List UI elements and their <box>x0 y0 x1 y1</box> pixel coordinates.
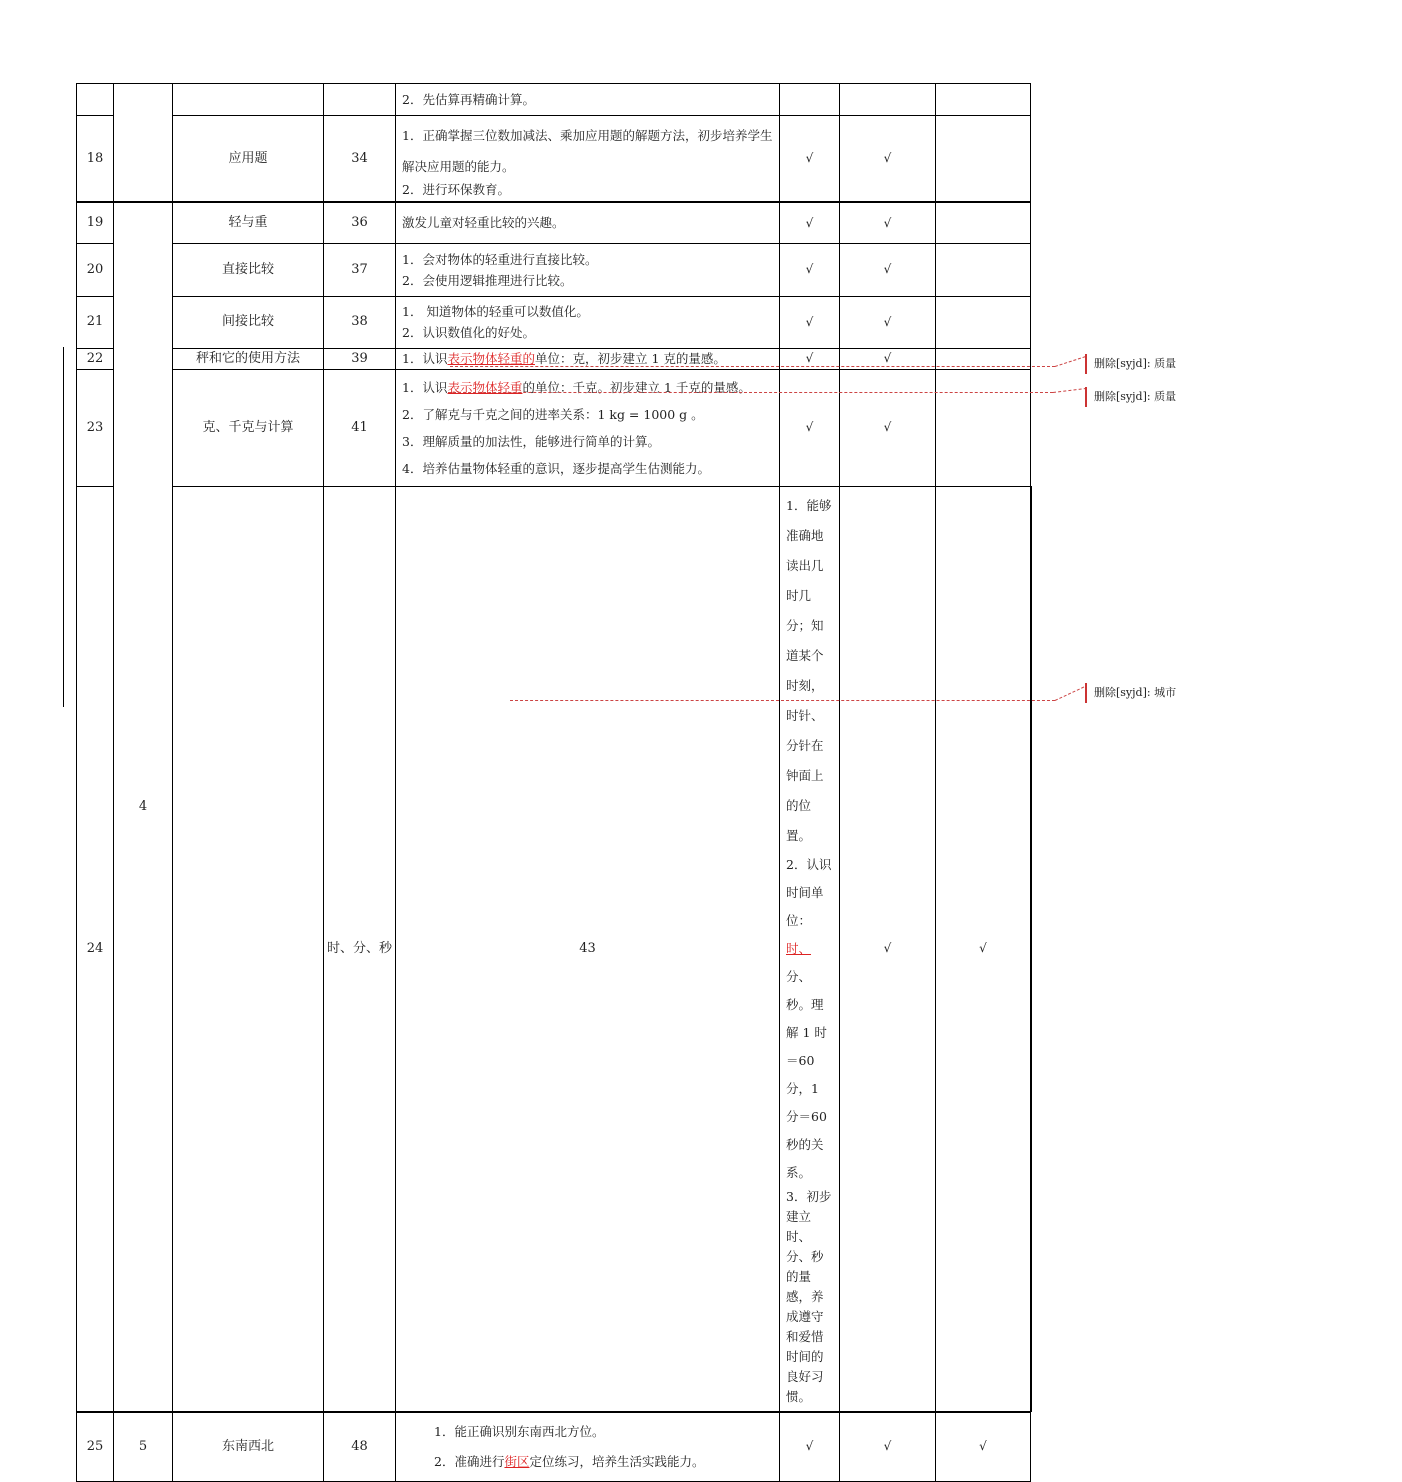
page-cell: 43 <box>396 486 780 1412</box>
check-cell: √ <box>780 116 840 203</box>
page-cell: 36 <box>324 202 396 243</box>
row-number: 21 <box>77 296 114 348</box>
table-row <box>77 243 1032 296</box>
topic-cell: 应用题 <box>173 116 324 203</box>
comment-connector <box>1053 388 1087 393</box>
row-number: 18 <box>77 116 114 203</box>
check-cell: √ <box>780 202 840 243</box>
tracked-insertion: 时、 <box>786 940 812 956</box>
check-cell: √ <box>936 1412 1031 1482</box>
content-cell: 2．先估算再精确计算。 <box>396 84 780 116</box>
topic-cell: 东南西北 <box>173 1412 324 1482</box>
check-cell: √ <box>840 1412 936 1482</box>
page-cell: 37 <box>324 243 396 296</box>
table-row <box>77 202 1032 243</box>
comment-connector <box>510 700 1055 701</box>
topic-cell: 秤和它的使用方法 <box>173 348 324 369</box>
check-cell: √ <box>936 486 1031 1412</box>
content-cell: 1．能够准确地读出几时几分；知道某个时刻，时针、分针在钟面上的位置。 2．认识时间单位：时、分、秒。理解 1 时＝60 分，1 分＝60 秒的关系。 3．初步建立时、分、秒的量感，养成遵守和爱惜时间的良好习惯。 <box>780 486 840 1412</box>
check-cell: √ <box>780 369 840 486</box>
content-cell: 1．正确掌握三位数加减法、乘加应用题的解题方法，初步培养学生解决应用题的能力。 2．进行环保教育。 <box>396 116 780 203</box>
change-bar <box>63 347 64 707</box>
comment-connector <box>1055 356 1086 367</box>
row-number: 19 <box>77 202 114 243</box>
content-cell: 1．会对物体的轻重进行直接比较。 2．会使用逻辑推理进行比较。 <box>396 243 780 296</box>
content-cell: 1．认识表示物体轻重的单位：克，初步建立 1 克的量感。 <box>396 348 780 369</box>
row-number: 23 <box>77 369 114 486</box>
comment-connector <box>1055 687 1084 701</box>
table-row <box>77 486 1032 1412</box>
check-cell: √ <box>840 348 936 369</box>
check-cell: √ <box>840 116 936 203</box>
page-cell: 39 <box>324 348 396 369</box>
comment-balloon[interactable]: 删除[syjd]: 城市 <box>1085 683 1176 703</box>
table-row <box>77 1412 1032 1482</box>
topic-cell: 直接比较 <box>173 243 324 296</box>
lesson-table <box>76 83 1032 1482</box>
comment-balloon[interactable]: 删除[syjd]: 质量 <box>1085 387 1176 407</box>
tracked-insertion: 街区 <box>504 1453 530 1469</box>
content-cell: 1．能正确识别东南西北方位。 2．准确进行街区定位练习，培养生活实践能力。 <box>396 1412 780 1482</box>
content-cell: 1． 知道物体的轻重可以数值化。 2．认识数值化的好处。 <box>396 296 780 348</box>
check-cell: √ <box>780 243 840 296</box>
table-row <box>77 369 1032 486</box>
comment-connector <box>450 366 1055 367</box>
check-cell: √ <box>780 296 840 348</box>
comment-connector <box>448 392 1053 393</box>
comment-balloon[interactable]: 删除[syjd]: 质量 <box>1085 354 1176 374</box>
page-cell: 38 <box>324 296 396 348</box>
check-cell: √ <box>840 369 936 486</box>
topic-cell: 间接比较 <box>173 296 324 348</box>
content-cell: 激发儿童对轻重比较的兴趣。 <box>396 202 780 243</box>
check-cell: √ <box>840 296 936 348</box>
row-number: 24 <box>77 486 114 1412</box>
tracked-insertion: 表示物体轻重的 <box>447 351 535 366</box>
topic-cell: 克、千克与计算 <box>173 369 324 486</box>
check-cell: √ <box>780 1412 840 1482</box>
table-row <box>77 296 1032 348</box>
check-cell: √ <box>840 243 936 296</box>
page-cell: 48 <box>324 1412 396 1482</box>
table-row <box>77 116 1032 203</box>
unit-cell: 5 <box>114 1412 173 1482</box>
row-number: 25 <box>77 1412 114 1482</box>
table-row <box>77 84 1032 116</box>
unit-cell: 4 <box>114 202 173 1412</box>
page-cell: 41 <box>324 369 396 486</box>
content-cell: 1．认识表示物体轻重的单位：千克。初步建立 1 千克的量感。 2．了解克与千克之间的进率关系：1 kg = 1000 g 。 3．理解质量的加法性，能够进行简单的计算。 4．培养估量物体轻重的意识，逐步提高学生估测能力。 <box>396 369 780 486</box>
row-number: 22 <box>77 348 114 369</box>
topic-cell: 轻与重 <box>173 202 324 243</box>
row-number: 20 <box>77 243 114 296</box>
topic-cell: 时、分、秒 <box>324 486 396 1412</box>
page-cell: 34 <box>324 116 396 203</box>
check-cell: √ <box>840 202 936 243</box>
check-cell: √ <box>840 486 936 1412</box>
check-cell: √ <box>780 348 840 369</box>
tracked-insertion: 表示物体轻重 <box>447 379 523 395</box>
